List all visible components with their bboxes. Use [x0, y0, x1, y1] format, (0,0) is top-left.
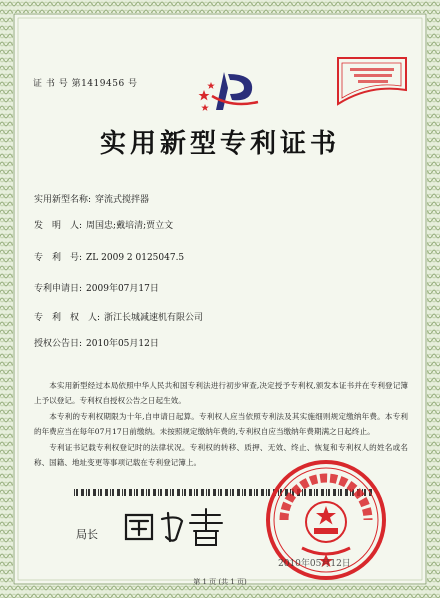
- field-label: 专利申请日:: [34, 284, 83, 294]
- field-value: ZL 2009 2 0125047.5: [86, 253, 185, 263]
- certificate-number: 证 书 号 第1419456 号: [33, 79, 138, 89]
- patentee-field: [34, 310, 203, 323]
- page-number: 第 1 页 (共 1 页): [193, 578, 247, 586]
- signature-label: 局长: [76, 528, 98, 541]
- field-label: 发 明 人:: [34, 221, 83, 231]
- top-right-stamp: [320, 54, 410, 109]
- field-label: 实用新型名称:: [34, 195, 92, 205]
- field-value: 2010年05月12日: [86, 339, 159, 349]
- patent-number-field: [34, 250, 184, 263]
- certificate-title: 实用新型专利证书: [99, 129, 340, 159]
- field-value: 穿流式搅拌器: [95, 195, 150, 205]
- grant-announcement-date-field: [34, 336, 159, 349]
- field-value: 2009年07月17日: [86, 284, 159, 294]
- utility-model-name-field: [34, 192, 149, 205]
- body-paragraph: 本专利的专利权期限为十年,自申请日起算。专利权人应当依照专利法及其实施细则规定缴纳年费。本专利的年费应当在每年07月17日前缴纳。未按照规定缴纳年费的,专利权自应当缴纳年费期满之日起终止。: [34, 411, 408, 437]
- handwritten-signature: [120, 505, 232, 549]
- field-value: 周国忠;戴培清;贾立文: [86, 221, 174, 231]
- field-label: 授权公告日:: [34, 339, 83, 349]
- inventor-field: [34, 218, 173, 231]
- field-value: 浙江长城减速机有限公司: [104, 313, 204, 323]
- field-label: 专 利 权 人:: [34, 313, 101, 323]
- body-paragraph: 专利证书记载专利权登记时的法律状况。专利权的转移、质押、无效、终止、恢复和专利权人的姓名或名称、国籍、地址变更等事项记载在专利登记簿上。: [34, 442, 408, 468]
- seal-date: 2010年05月12日: [278, 559, 351, 569]
- application-date-field: [34, 281, 159, 294]
- patent-office-logo: [196, 66, 266, 118]
- field-label: 专 利 号:: [34, 253, 83, 263]
- body-paragraph: 本实用新型经过本局依照中华人民共和国专利法进行初步审查,决定授予专利权,颁发本证书并在专利登记簿上予以登记。专利权自授权公告之日起生效。: [34, 381, 408, 406]
